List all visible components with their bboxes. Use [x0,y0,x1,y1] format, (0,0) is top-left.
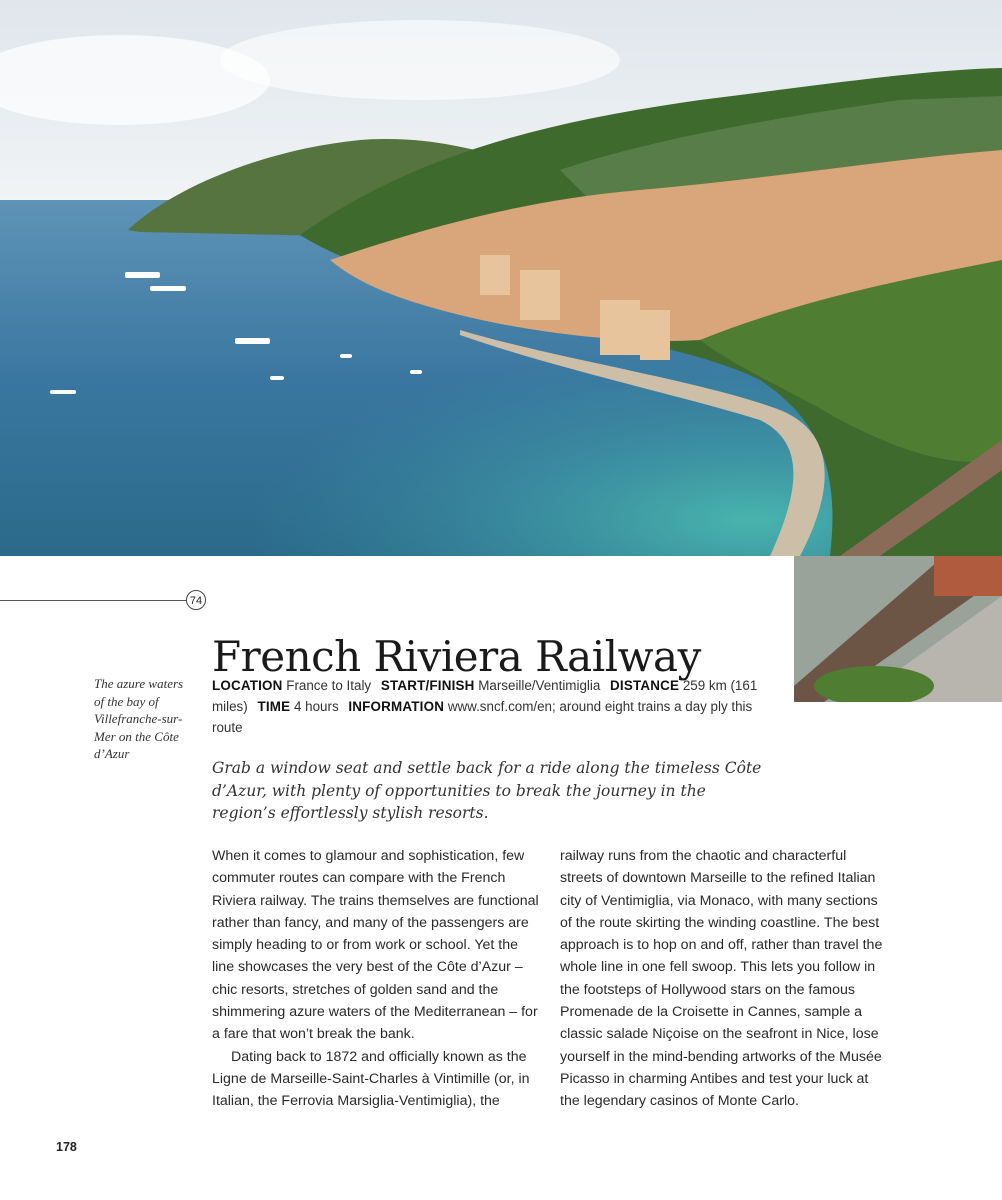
location-value: France to Italy [286,678,372,693]
distance-value: 259 km (161 miles) [212,678,758,714]
entry-number: 74 [186,590,206,610]
photo-caption: The azure waters of the bay of Villefranche-sur-Mer on the Côte d’Azur [94,676,184,761]
time-value: 4 hours [293,699,339,714]
hero-photo [0,0,1002,556]
start-finish-label: START/FINISH [380,678,475,693]
distance-label: DISTANCE [610,678,680,693]
information-value: www.sncf.com/en; around eight trains a day ply this route [212,699,753,735]
facts-box [212,675,772,738]
page-number: 178 [56,1140,77,1154]
intro-paragraph: Grab a window seat and settle back for a ride along the timeless Côte d’Azur, with plenty of opportunities to break the journey in the region’s effortlessly stylish resorts. [212,759,762,822]
body-column-right [560,845,890,1113]
section-rule [0,600,186,601]
body-paragraph: When it comes to glamour and sophistication, few commuter routes can compare with the French Riviera railway. The trains themselves are functional rather than fancy, and many of the passengers are simply heading to or from work or school. Yet the line showcases the very best of the Côte d’Azur – chic resorts, stretches of golden sand and the shimmering azure waters of the Mediterranean – for a fare that won’t break the bank. [212,848,539,1043]
hero-photo-extension [794,556,1002,702]
start-finish-value: Marseille/Ventimiglia [478,678,601,693]
page-title: French Riviera Railway [212,632,701,682]
body-paragraph: Dating back to 1872 and officially known as the Ligne de Marseille-Saint-Charles à Vintimille (or, in Italian, the Ferrovia Marsiglia-Ventimiglia), the [212,1048,530,1110]
body-column-left [212,845,542,1113]
location-label: LOCATION [212,678,283,693]
time-label: TIME [257,699,291,714]
body-paragraph: railway runs from the chaotic and characterful streets of downtown Marseille to the refined Italian city of Ventimiglia, via Monaco, with many sections of the route skirting the winding coastline. The best approach is to hop on and off, rather than travel the whole line in one fell swoop. This lets you follow in the footsteps of Hollywood stars on the famous Promenade de la Croisette in Cannes, sample a classic salade Niçoise on the seafront in Nice, lose yourself in the mind-bending artworks of the Musée Picasso in charming Antibes and test your luck at the legendary casinos of Monte Carlo. [560,848,883,1110]
information-label: INFORMATION [348,699,445,714]
